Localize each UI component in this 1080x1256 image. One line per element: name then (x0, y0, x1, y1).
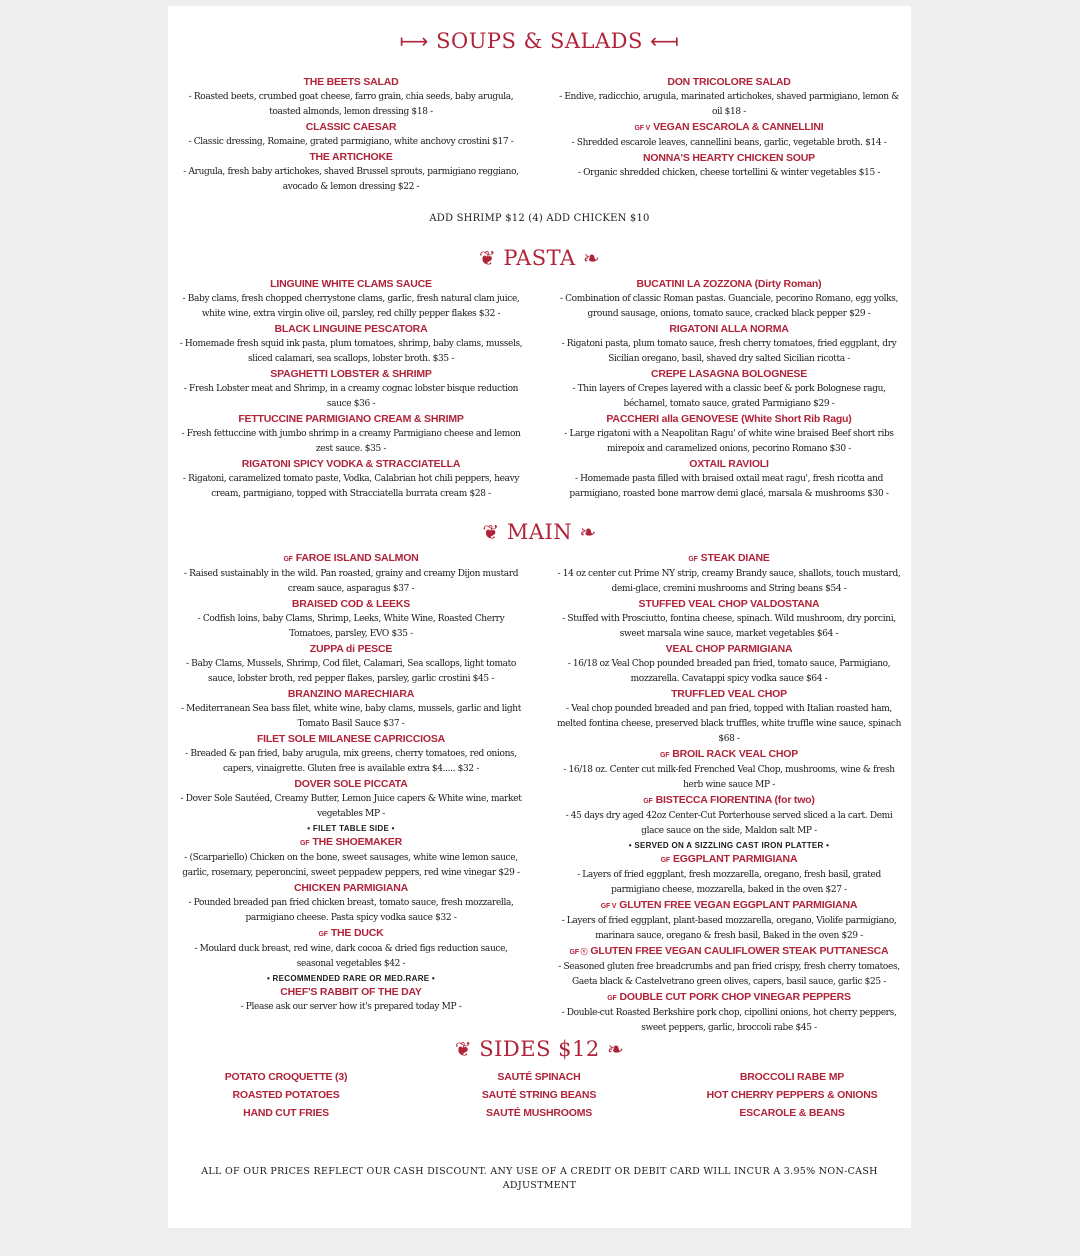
menu-item-name (556, 457, 902, 472)
menu-item-name (556, 793, 902, 809)
menu-item-name (178, 150, 524, 165)
menu-item (556, 597, 902, 642)
menu-item-name (178, 642, 524, 657)
menu-item-title: SPAGHETTI LOBSTER & SHRIMP (270, 368, 432, 380)
menu-item-title: THE BEETS SALAD (303, 76, 399, 88)
menu-item-description: - Baby Clams, Mussels, Shrimp, Cod filet, Calamari, Sea scallops, light tomato sauce, lobster broth, red pepper flakes, parsley, garlic crostini $45 - (185, 659, 516, 684)
menu-item-description: - Layers of fried eggplant, plant-based mozzarella, oregano, Violife parmigiano, marinara sauce, oregano & fresh basil, Baked in the oven $29 - (561, 916, 897, 941)
menu-item-description: - Codfish loins, baby Clams, Shrimp, Leeks, White Wine, Roasted Cherry Tomatoes, parsley, EVO $35 - (197, 614, 505, 639)
dietary-badge: GF V (634, 125, 651, 132)
menu-item-title: PACCHERI alla GENOVESE (White Short Rib Ragu) (606, 413, 852, 425)
pasta-left-column (178, 277, 524, 502)
swirl-right-ornament-icon: ❧ (582, 246, 601, 270)
menu-item-description: - Large rigatoni with a Neapolitan Ragu' of white wine braised Beef short ribs mirepoix and caramelized onions, pecorino Romano $30 - (564, 429, 894, 454)
menu-item (178, 835, 524, 881)
menu-item (556, 747, 902, 793)
menu-item-title: RIGATONI SPICY VODKA & STRACCIATELLA (241, 458, 461, 470)
menu-item-title: TRUFFLED VEAL CHOP (671, 688, 787, 700)
menu-item-description: - (Scarpariello) Chicken on the bone, sweet sausages, white wine lemon sauce, garlic, rosemary, peperoncini, sweet peppadew peppers, red wine vinegar $29 - (182, 853, 520, 878)
menu-item (178, 597, 524, 642)
sides-column-1 (176, 1068, 396, 1122)
menu-item-description: - Fresh fettuccine with jumbo shrimp in a creamy Parmigiano cheese and lemon zest sauce. $35 - (181, 429, 521, 454)
dietary-badge: GF (688, 556, 698, 563)
menu-item-name (556, 898, 902, 914)
section-title-pasta (168, 245, 911, 271)
menu-item (178, 75, 524, 120)
menu-item-title: VEGAN ESCAROLA & CANNELLINI (653, 121, 824, 133)
menu-item-name (178, 322, 524, 337)
menu-item-title: FETTUCCINE PARMIGIANO CREAM & SHRIMP (238, 413, 464, 425)
menu-item-name (178, 120, 524, 135)
menu-item-description: - Veal chop pounded breaded and pan fried, topped with Italian roasted ham, melted fontina cheese, preserved black truffles, white truffle wine sauce, spinach $68 - (556, 704, 902, 744)
menu-item-name (556, 322, 902, 337)
menu-item-note: • RECOMMENDED RARE OR MED.RARE • (266, 974, 436, 983)
dietary-badge: GF (643, 798, 653, 805)
side-item: ROASTED POTATOES (232, 1089, 340, 1101)
dietary-badge: GF (318, 931, 328, 938)
side-item: ESCAROLE & BEANS (739, 1107, 845, 1119)
menu-item-title: THE DUCK (330, 927, 384, 939)
menu-item-title: STEAK DIANE (700, 552, 770, 564)
menu-item-name (556, 747, 902, 763)
menu-item-name (556, 687, 902, 702)
menu-item-title: RIGATONI ALLA NORMA (669, 323, 789, 335)
menu-item-description: - Layers of fried eggplant, fresh mozzarella, oregano, fresh basil, grated parmigiano cheese, mozzarella, baked in the oven $27 - (577, 870, 881, 895)
menu-item (178, 120, 524, 150)
menu-item-name (178, 985, 524, 1000)
menu-item-title: THE SHOEMAKER (312, 836, 402, 848)
menu-item-description: - Shredded escarole leaves, cannellini beans, garlic, vegetable broth. $14 - (571, 138, 887, 148)
menu-item-title: FILET SOLE MILANESE CAPRICCIOSA (256, 733, 446, 745)
menu-item-note: • SERVED ON A SIZZLING CAST IRON PLATTER • (628, 841, 830, 850)
side-item: HOT CHERRY PEPPERS & ONIONS (706, 1089, 878, 1101)
cash-discount-notice: ALL OF OUR PRICES REFLECT OUR CASH DISCOUNT. ANY USE OF A CREDIT OR DEBIT CARD WILL INCUR A 3.95% NON-CASH ADJUSTMENT (201, 1166, 878, 1191)
menu-item-description: - Classic dressing, Romaine, grated parmigiano, white anchovy crostini $17 - (188, 137, 514, 147)
side-item: POTATO CROQUETTE (3) (224, 1071, 348, 1083)
menu-item-name (556, 642, 902, 657)
dietary-badge: GF (283, 556, 293, 563)
menu-item (178, 985, 524, 1015)
side-item: SAUTÉ STRING BEANS (481, 1089, 597, 1101)
menu-item-name (556, 597, 902, 612)
menu-item-description: - 16/18 oz. Center cut milk-fed Frenched Veal Chop, mushrooms, wine & fresh herb wine sauce MP - (563, 765, 895, 790)
menu-item-name (556, 75, 902, 90)
menu-item (556, 852, 902, 898)
menu-item-title: VEAL CHOP PARMIGIANA (665, 643, 793, 655)
menu-item (178, 926, 524, 985)
menu-item-name (178, 881, 524, 896)
menu-item-description: - Homemade fresh squid ink pasta, plum tomatoes, shrimp, baby clams, mussels, sliced calamari, sea scallops, lobster broth. $35 - (179, 339, 523, 364)
menu-item (178, 412, 524, 457)
menu-item (556, 322, 902, 367)
menu-item (178, 881, 524, 926)
menu-item (556, 898, 902, 944)
swirl-right-ornament-icon: ❧ (606, 1037, 625, 1061)
menu-item-title: CHEF'S RABBIT OF THE DAY (280, 986, 422, 998)
menu-item (556, 457, 902, 502)
menu-item (556, 75, 902, 120)
side-item: SAUTÉ SPINACH (497, 1071, 581, 1083)
menu-item-description: - Organic shredded chicken, cheese tortellini & winter vegetables $15 - (577, 168, 881, 178)
menu-item (178, 277, 524, 322)
section-heading: PASTA (503, 246, 576, 270)
menu-item (556, 642, 902, 687)
menu-item-title: BISTECCA FIORENTINA (for two) (655, 794, 815, 806)
menu-item-description: - Mediterranean Sea bass filet, white wine, baby clams, mussels, garlic and light Tomato Basil Sauce $37 - (180, 704, 521, 729)
section-title-main (168, 519, 911, 545)
menu-item (556, 551, 902, 597)
main-right-column (556, 551, 902, 1036)
swirl-left-ornament-icon: ❦ (454, 1037, 473, 1061)
menu-item-name (556, 852, 902, 868)
menu-item-name (178, 732, 524, 747)
menu-item (178, 150, 524, 195)
side-item: SAUTÉ MUSHROOMS (485, 1107, 593, 1119)
menu-item (178, 322, 524, 367)
menu-item-description: - Combination of classic Roman pastas. Guanciale, pecorino Romano, egg yolks, ground sausage, onions, tomato sauce, cracked black pepper $29 - (559, 294, 899, 319)
menu-item (556, 990, 902, 1036)
menu-item-name (178, 277, 524, 292)
menu-item-description: - Breaded & pan fried, baby arugula, mix greens, cherry tomatoes, red onions, capers, vinaigrette. Gluten free is available extra $4..... $32 - (185, 749, 517, 774)
menu-item-title: FAROE ISLAND SALMON (295, 552, 419, 564)
menu-item-name (178, 412, 524, 427)
dietary-badge: GF ⓥ (569, 949, 588, 956)
menu-item-title: CHICKEN PARMIGIANA (293, 882, 409, 894)
menu-item-title: OXTAIL RAVIOLI (689, 458, 769, 470)
menu-item (556, 687, 902, 747)
menu-item-description: - Pounded breaded pan fried chicken breast, tomato sauce, fresh mozzarella, parmigiano cheese. Pasta spicy vodka sauce $32 - (188, 898, 514, 923)
soups-right-column (556, 75, 902, 181)
menu-item-title: CREPE LASAGNA BOLOGNESE (650, 368, 808, 380)
section-heading: MAIN (506, 520, 573, 544)
swirl-right-ornament-icon: ❧ (579, 520, 597, 544)
menu-item-title: LINGUINE WHITE CLAMS SAUCE (270, 278, 432, 290)
menu-item-title: NONNA'S HEARTY CHICKEN SOUP (643, 152, 815, 164)
menu-item-name (556, 412, 902, 427)
menu-item-name (556, 944, 902, 960)
menu-item-description: - 14 oz center cut Prime NY strip, creamy Brandy sauce, shallots, touch mustard, demi-glace, cremini mushrooms and String beans $54 - (557, 569, 901, 594)
menu-item-description: - Endive, radicchio, arugula, marinated artichokes, shaved parmigiano, lemon & oil $18 - (559, 92, 899, 117)
menu-item (556, 367, 902, 412)
menu-item-name (178, 835, 524, 851)
menu-item-description: - Baby clams, fresh chopped cherrystone clams, garlic, fresh natural clam juice, white wine, extra virgin olive oil, parsley, red chilly pepper flakes $32 - (182, 294, 520, 319)
menu-item (178, 551, 524, 597)
arrow-left-ornament-icon: ⟼ (399, 29, 429, 53)
sides-column-3 (682, 1068, 902, 1122)
menu-item (178, 642, 524, 687)
arrow-right-ornament-icon: ⟻ (650, 29, 680, 53)
menu-item-title: STUFFED VEAL CHOP VALDOSTANA (638, 598, 820, 610)
menu-item-title: EGGPLANT PARMIGIANA (672, 853, 798, 865)
menu-item-name (556, 120, 902, 136)
menu-item (556, 120, 902, 151)
menu-item-name (556, 551, 902, 567)
menu-item-description: - Please ask our server how it's prepared today MP - (240, 1002, 462, 1012)
menu-item-name (178, 777, 524, 792)
menu-item-name (178, 75, 524, 90)
menu-item-name (178, 551, 524, 567)
dietary-badge: GF V (600, 903, 617, 910)
menu-item-title: BRAISED COD & LEEKS (291, 598, 411, 610)
menu-item-description: - Moulard duck breast, red wine, dark cocoa & dried figs reduction sauce, seasonal vegetables $42 - (194, 944, 508, 969)
menu-item-title: DOVER SOLE PICCATA (294, 778, 408, 790)
menu-item-description: - Roasted beets, crumbed goat cheese, farro grain, chia seeds, baby arugula, toasted almonds, lemon dressing $18 - (188, 92, 514, 117)
menu-item-title: ZUPPA di PESCE (309, 643, 393, 655)
menu-item-description: - Arugula, fresh baby artichokes, shaved Brussel sprouts, parmigiano reggiano, avocado & lemon dressing $22 - (183, 167, 519, 192)
menu-item-name (178, 367, 524, 382)
menu-item-title: CLASSIC CAESAR (305, 121, 397, 133)
section-title-sides (168, 1036, 911, 1062)
side-item: HAND CUT FRIES (243, 1107, 329, 1119)
menu-item-description: - Stuffed with Prosciutto, fontina cheese, spinach. Wild mushroom, dry porcini, sweet marsala wine sauce, market vegetables $64 - (562, 614, 896, 639)
menu-item-title: BUCATINI LA ZOZZONA (Dirty Roman) (636, 278, 822, 290)
menu-item-name (556, 277, 902, 292)
menu-item (178, 732, 524, 777)
menu-item (556, 944, 902, 990)
menu-item-name (556, 151, 902, 166)
menu-item-description: - Raised sustainably in the wild. Pan roasted, grainy and creamy Dijon mustard cream sauce, asparagus $37 - (183, 569, 519, 594)
soups-left-column (178, 75, 524, 195)
menu-item-description: - 16/18 oz Veal Chop pounded breaded pan fried, tomato sauce, Parmigiano, mozzarella. Cavatappi spicy vodka sauce $64 - (567, 659, 891, 684)
menu-item-title: THE ARTICHOKE (309, 151, 393, 163)
side-item: BROCCOLI RABE MP (739, 1071, 845, 1083)
menu-item (556, 412, 902, 457)
menu-item-title: BLACK LINGUINE PESCATORA (274, 323, 428, 335)
menu-item-name (556, 367, 902, 382)
menu-item-description: - Homemade pasta filled with braised oxtail meat ragu', fresh ricotta and parmigiano, roasted bone marrow demi glacé, marsala & mushrooms $30 - (569, 474, 889, 499)
swirl-left-ornament-icon: ❦ (478, 246, 497, 270)
menu-page (168, 6, 911, 1228)
dietary-badge: GF (607, 995, 617, 1002)
menu-item-title: BROIL RACK VEAL CHOP (672, 748, 799, 760)
menu-item-description: - Dover Sole Sautéed, Creamy Butter, Lemon Juice capers & White wine, market vegetables MP - (180, 794, 522, 819)
swirl-left-ornament-icon: ❦ (482, 520, 500, 544)
menu-item-title: GLUTEN FREE VEGAN EGGPLANT PARMIGIANA (619, 899, 858, 911)
menu-item-description: - Rigatoni, caramelized tomato paste, Vodka, Calabrian hot chili peppers, heavy cream, parmigiano, topped with Stracciatella burrata cream $28 - (182, 474, 520, 499)
menu-item (556, 151, 902, 181)
menu-item (178, 777, 524, 835)
main-left-column (178, 551, 524, 1015)
dietary-badge: GF (659, 752, 670, 759)
menu-item-title: DOUBLE CUT PORK CHOP VINEGAR PEPPERS (619, 991, 851, 1003)
menu-item (556, 277, 902, 322)
menu-item (556, 793, 902, 852)
menu-item-description: - Fresh Lobster meat and Shrimp, in a creamy cognac lobster bisque reduction sauce $36 - (183, 384, 519, 409)
section-heading: SOUPS & SALADS (436, 29, 643, 53)
dietary-badge: GF (300, 840, 310, 847)
menu-item-description: - Double-cut Roasted Berkshire pork chop, cipollini onions, hot cherry peppers, sweet peppers, garlic, broccoli rabe $45 - (561, 1008, 897, 1033)
menu-item-note: • FILET TABLE SIDE • (307, 824, 395, 833)
pasta-right-column (556, 277, 902, 502)
menu-item-title: GLUTEN FREE VEGAN CAULIFLOWER STEAK PUTTANESCA (590, 945, 889, 957)
menu-item-description: - 45 days dry aged 42oz Center-Cut Porterhouse served sliced a la cart. Demi glace sauce on the side, Maldon salt MP - (565, 811, 893, 836)
menu-item (178, 367, 524, 412)
menu-item-name (178, 457, 524, 472)
menu-item-title: DON TRICOLORE SALAD (667, 76, 791, 88)
menu-item-description: - Rigatoni pasta, plum tomato sauce, fresh cherry tomatoes, fried eggplant, dry Sicilian oregano, basil, shaved dry salted Sicilian ricotta - (561, 339, 897, 364)
menu-item (178, 457, 524, 502)
menu-item-title: BRANZINO MARECHIARA (287, 688, 415, 700)
menu-item (178, 687, 524, 732)
addon-line: ADD SHRIMP $12 (4) ADD CHICKEN $10 (429, 213, 650, 224)
sides-column-2 (429, 1068, 649, 1122)
menu-item-name (178, 926, 524, 942)
menu-item-description: - Seasoned gluten free breadcrumbs and pan fried crispy, fresh cherry tomatoes, Gaeta black & Castelvetrano green olives, capers, basil sauce, garlic $25 - (558, 962, 900, 987)
menu-item-name (178, 687, 524, 702)
section-heading: SIDES $12 (479, 1037, 600, 1061)
menu-item-name (556, 990, 902, 1006)
section-title-soups-salads (168, 28, 911, 54)
menu-item-name (178, 597, 524, 612)
dietary-badge: GF (660, 857, 670, 864)
menu-item-description: - Thin layers of Crepes layered with a classic beef & pork Bolognese ragu, béchamel, tomato sauce, grated Parmigiano $29 - (572, 384, 886, 409)
